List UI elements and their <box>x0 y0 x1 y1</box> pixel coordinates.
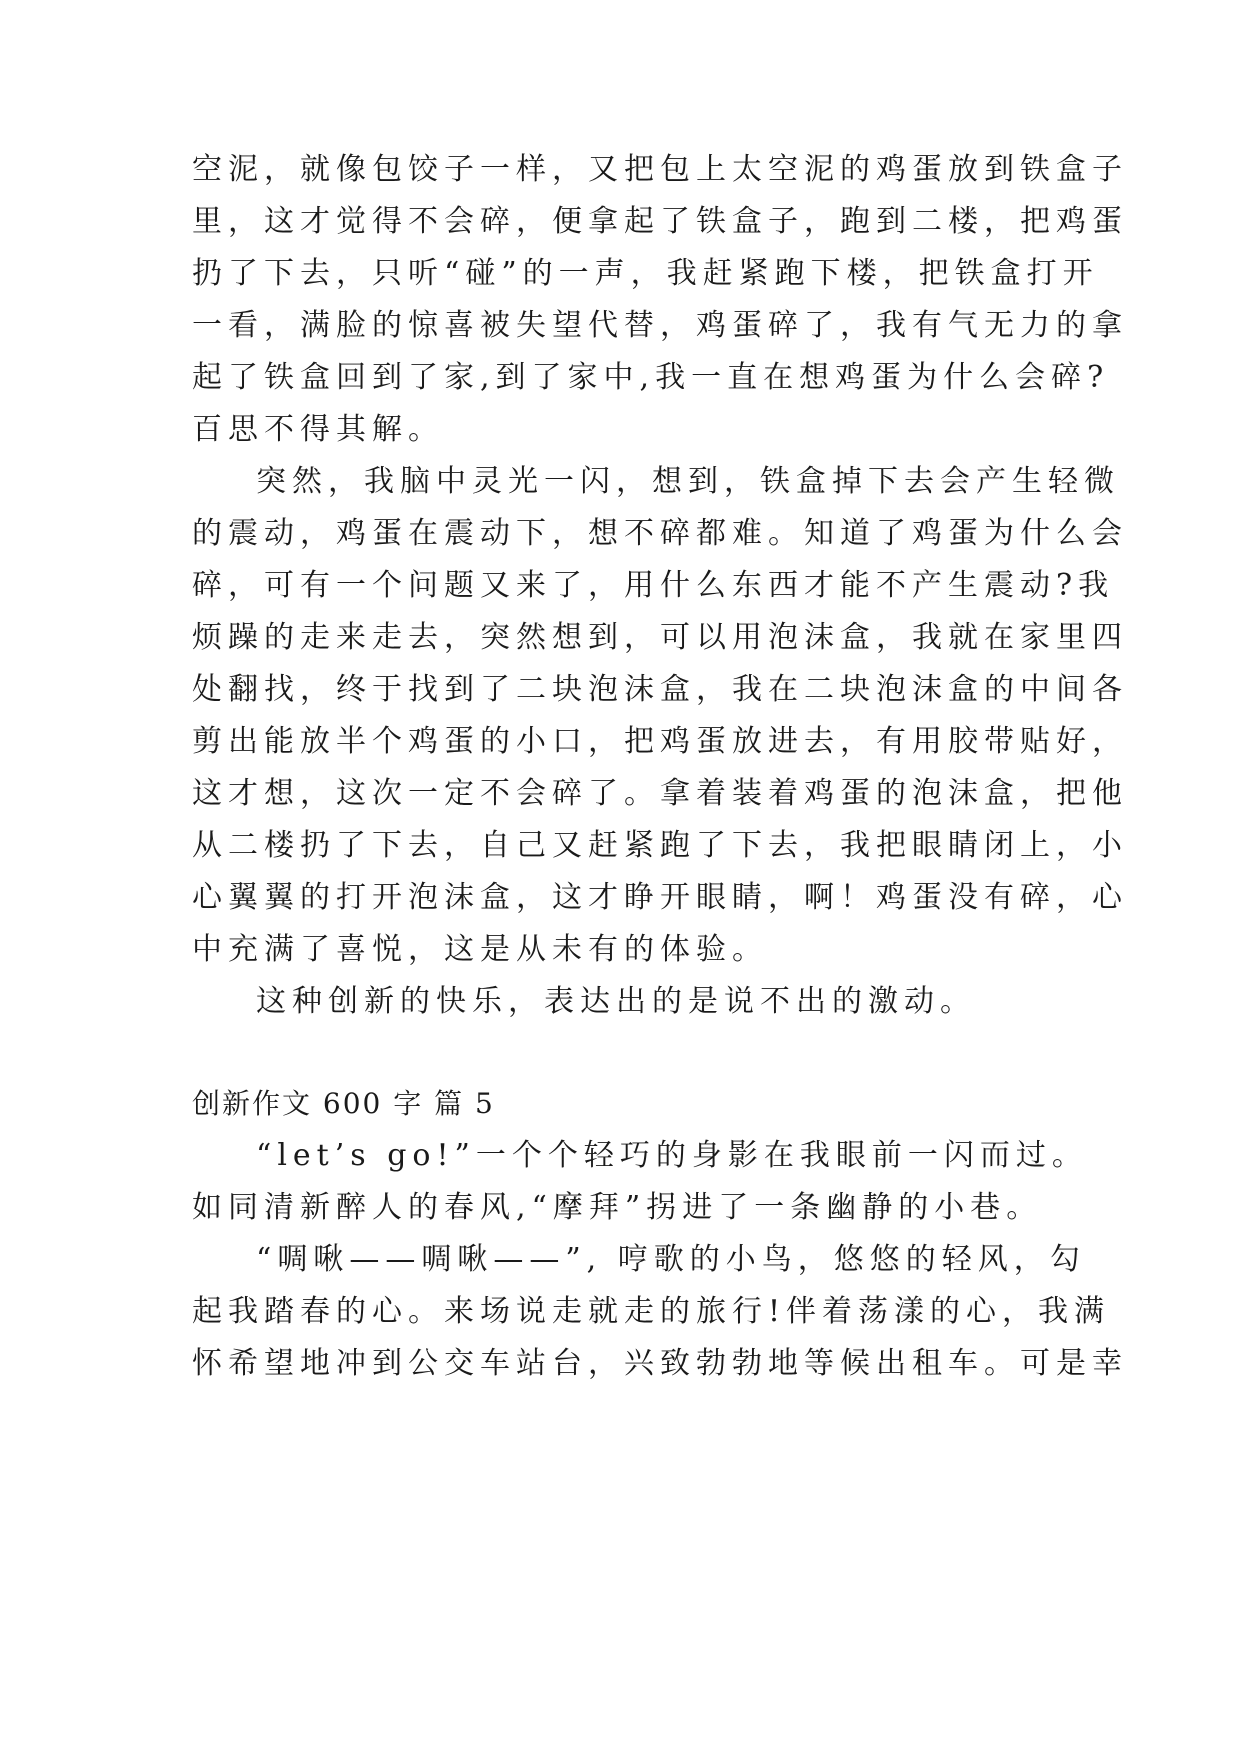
text-line: 烦躁的走来走去，突然想到，可以用泡沫盒，我就在家里四 <box>192 620 1128 655</box>
text-line: 的震动，鸡蛋在震动下，想不碎都难。知道了鸡蛋为什么会 <box>192 516 1128 551</box>
text-line: 心翼翼的打开泡沫盒，这才睁开眼睛，啊！鸡蛋没有碎，心 <box>192 880 1128 915</box>
text-line: 中充满了喜悦，这是从未有的体验。 <box>192 932 768 967</box>
text-line: 空泥，就像包饺子一样，又把包上太空泥的鸡蛋放到铁盒子 <box>192 152 1128 187</box>
text-line: 这才想，这次一定不会碎了。拿着装着鸡蛋的泡沫盒，把他 <box>192 776 1128 811</box>
text-line: 剪出能放半个鸡蛋的小口，把鸡蛋放进去，有用胶带贴好， <box>192 724 1128 759</box>
text-line: 扔了下去，只听“碰”的一声，我赶紧跑下楼，把铁盒打开 <box>192 256 1099 291</box>
text-line: 一看，满脸的惊喜被失望代替，鸡蛋碎了，我有气无力的拿 <box>192 308 1128 343</box>
text-line: 碎，可有一个问题又来了，用什么东西才能不产生震动?我 <box>192 568 1115 603</box>
text-line: “let’s go!”一个个轻巧的身影在我眼前一闪而过。 <box>256 1138 1088 1173</box>
text-line: 突然，我脑中灵光一闪，想到，铁盒掉下去会产生轻微 <box>256 464 1120 499</box>
text-line: 里，这才觉得不会碎，便拿起了铁盒子，跑到二楼，把鸡蛋 <box>192 204 1128 239</box>
section-heading: 创新作文 600 字 篇 5 <box>192 1087 495 1120</box>
text-line: 起我踏春的心。来场说走就走的旅行!伴着荡漾的心，我满 <box>192 1294 1111 1329</box>
text-line: “啁啾——啁啾——”, 哼歌的小鸟，悠悠的轻风，勾 <box>256 1242 1086 1277</box>
text-line: 怀希望地冲到公交车站台，兴致勃勃地等候出租车。可是幸 <box>192 1346 1128 1381</box>
text-line: 如同清新醉人的春风,“摩拜”拐进了一条幽静的小巷。 <box>192 1190 1043 1225</box>
text-line: 起了铁盒回到了家,到了家中,我一直在想鸡蛋为什么会碎? <box>192 360 1110 395</box>
text-line: 这种创新的快乐，表达出的是说不出的激动。 <box>256 984 976 1019</box>
text-line: 处翻找，终于找到了二块泡沫盒，我在二块泡沫盒的中间各 <box>192 672 1128 707</box>
text-line: 百思不得其解。 <box>192 412 444 447</box>
text-line: 从二楼扔了下去，自己又赶紧跑了下去，我把眼睛闭上，小 <box>192 828 1128 863</box>
